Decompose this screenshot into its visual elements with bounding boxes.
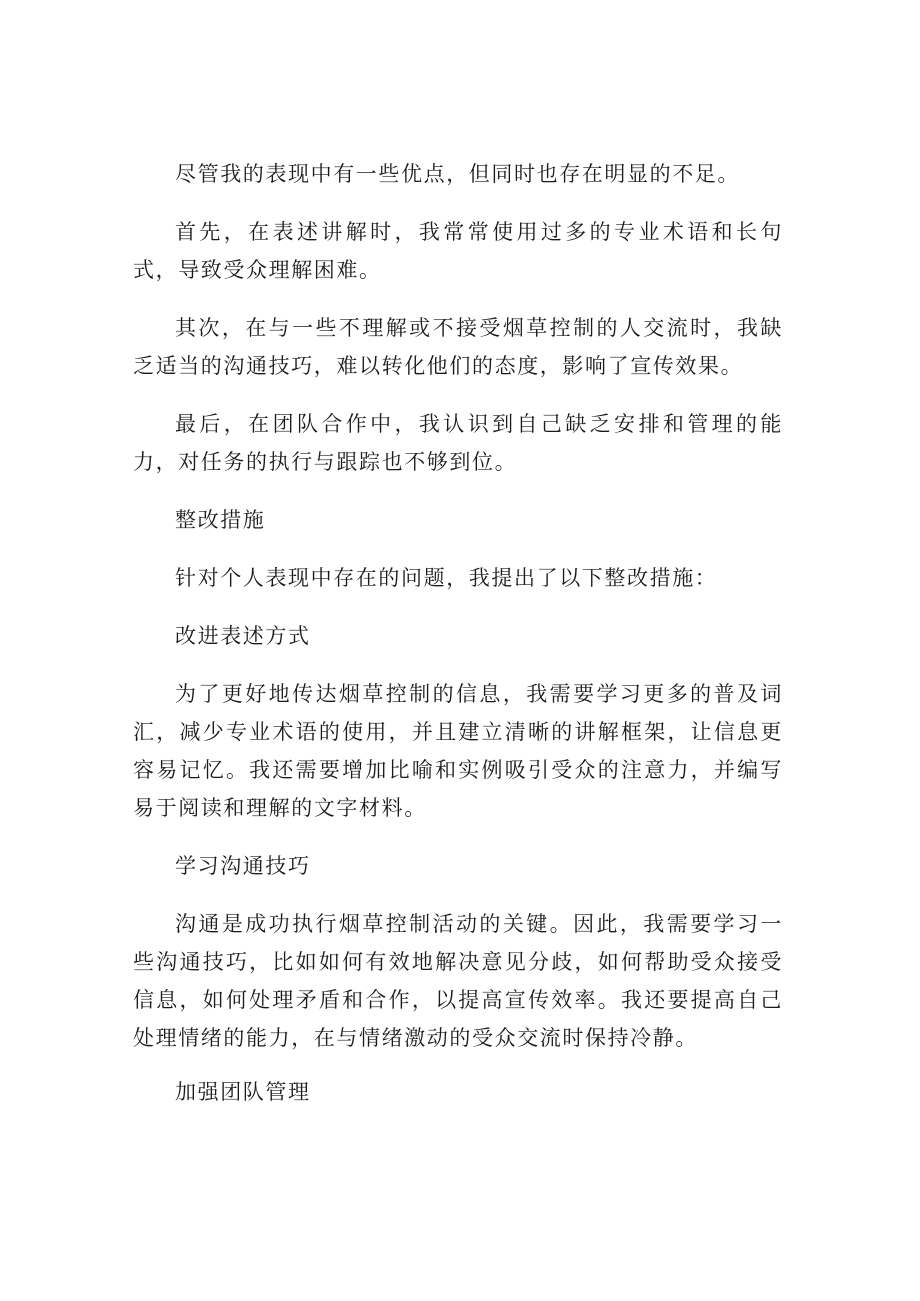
- paragraph-second-issue: 其次，在与一些不理解或不接受烟草控制的人交流时，我缺乏适当的沟通技巧，难以转化他们的态度，影响了宣传效果。: [133, 316, 783, 378]
- paragraph-third-issue: 最后，在团队合作中，我认识到自己缺乏安排和管理的能力，对任务的执行与跟踪也不够到位。: [133, 412, 783, 474]
- paragraph-communication-skills: 沟通是成功执行烟草控制活动的关键。因此，我需要学习一些沟通技巧，比如如何有效地解决意见分歧，如何帮助受众接受信息，如何处理矛盾和合作，以提高宣传效率。我还要提高自己处理情绪的能力，在与情绪激动的受众交流时保持冷静。: [133, 912, 783, 1050]
- subheading-team-management: 加强团队管理: [175, 1080, 311, 1104]
- paragraph-first-issue: 首先，在表述讲解时，我常常使用过多的专业术语和长句式，导致受众理解困难。: [133, 220, 783, 282]
- paragraph-measures-intro: 针对个人表现中存在的问题，我提出了以下整改措施：: [175, 566, 718, 590]
- subheading-improve-expression: 改进表述方式: [175, 624, 311, 648]
- paragraph-improve-expression: 为了更好地传达烟草控制的信息，我需要学习更多的普及词汇，减少专业术语的使用，并且建立清晰的讲解框架，让信息更容易记忆。我还需要增加比喻和实例吸引受众的注意力，并编写易于阅读和理解的文字材料。: [133, 682, 783, 820]
- paragraph-shortcomings-intro: 尽管我的表现中有一些优点，但同时也存在明显的不足。: [175, 162, 740, 186]
- document-body: [133, 155, 783, 1111]
- section-heading-rectification: 整改措施: [175, 508, 266, 532]
- subheading-communication-skills: 学习沟通技巧: [175, 854, 311, 878]
